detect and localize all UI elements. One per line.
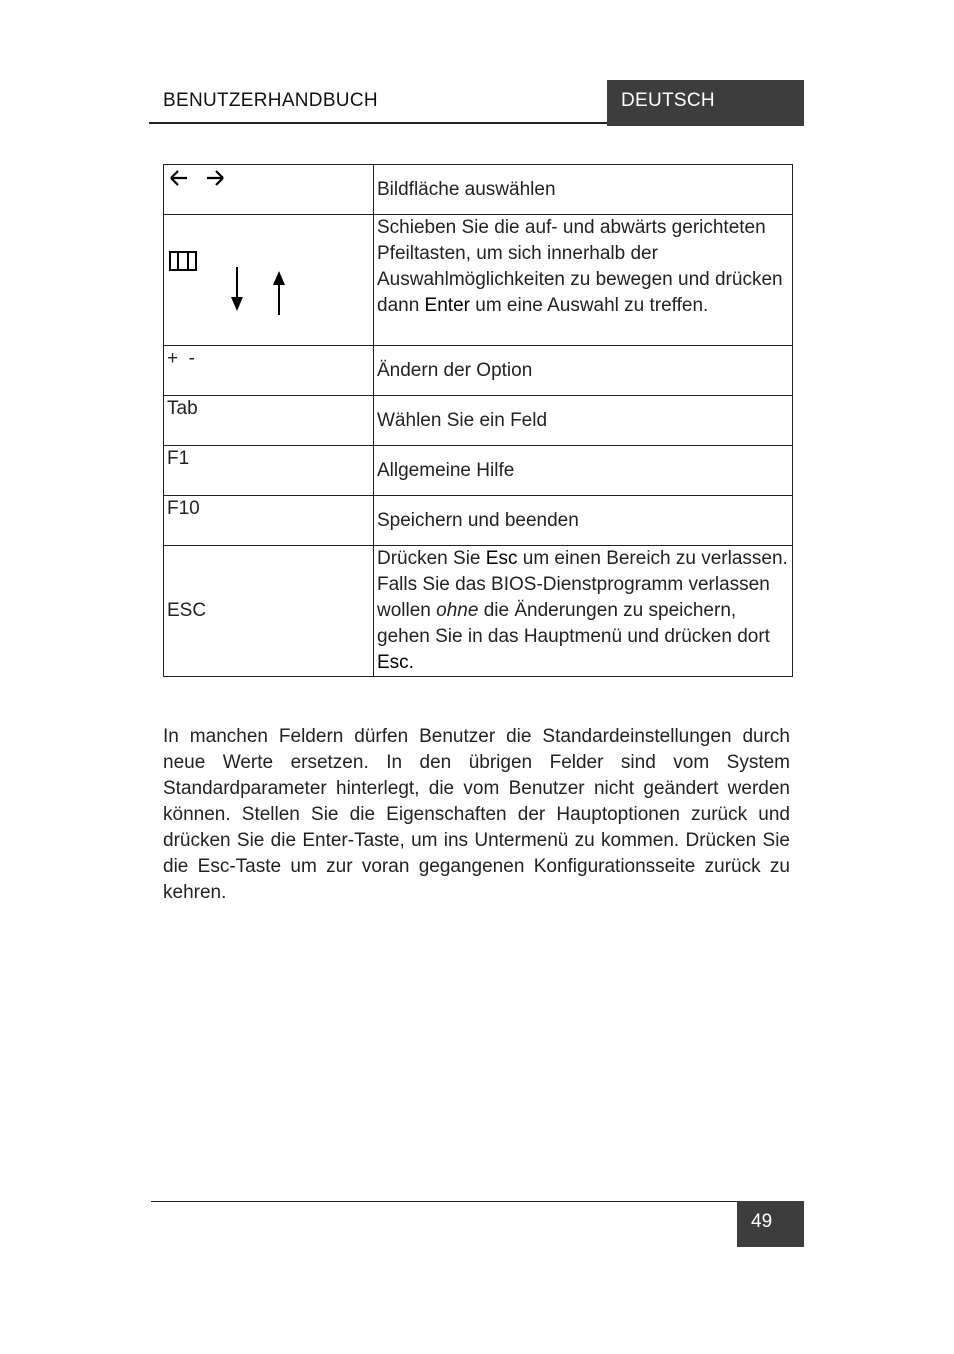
header-language-tab [607,80,804,126]
left-right-arrows-icon [167,167,227,189]
desc-cell [374,546,793,677]
desc-cell: Bildfläche auswählen [374,165,793,215]
desc-cell: Allgemeine Hilfe [374,446,793,496]
key-cell [164,215,374,346]
table-row [164,496,793,546]
header-title: BENUTZERHANDBUCH [163,90,378,111]
page-number: 49 [751,1211,773,1232]
key-cell: F10 [164,496,374,546]
key-cell: + - [164,346,374,396]
desc-text: Drücken Sie [377,548,486,569]
table-row [164,446,793,496]
enter-key-label: Enter [424,295,470,316]
table-row [164,165,793,215]
key-cell: Tab [164,396,374,446]
key-cell [164,165,374,215]
page-number-tab [737,1201,804,1247]
up-down-arrows-icon [167,245,307,345]
body-paragraph: In manchen Feldern dürfen Benutzer die Standardeinstellungen durch neue Werte ersetzen. In den übrigen Felder sind vom System Standardparameter hinterlegt, die vom Benutzer nicht geändert werden können. Stellen Sie die Eigenschaften der Hauptoptionen zurück und drücken Sie die Enter-Taste, um ins Untermenü zu kommen. Drücken Sie die Esc-Taste um zur voran gegangenen Konfigurationsseite zurück zu kehren. [163,726,790,903]
desc-cell: Speichern und beenden [374,496,793,546]
table-row [164,546,793,677]
key-cell: F1 [164,446,374,496]
desc-text: die Änderungen zu speichern, gehen Sie in das Hauptmenü und drücken dort [377,600,770,647]
desc-text: um eine Auswahl zu treffen. [469,295,709,316]
key-cell: ESC [164,546,374,677]
esc-key-label: Esc. [377,652,414,673]
footer-divider [151,1201,738,1202]
desc-text: Schieben Sie die auf- und abwärts gerichteten Pfeiltasten, um sich innerhalb der Auswahlmöglichkeiten zu bewegen und drücken dann [377,217,783,316]
desc-text: um einen Bereich zu verlassen. Falls Sie das BIOS-Dienstprogramm verlassen wollen [377,548,788,621]
emphasis-text: ohne [436,600,479,621]
desc-cell: Ändern der Option [374,346,793,396]
table-row [164,215,793,346]
key-table [163,164,793,677]
esc-key-label: Esc [485,548,518,569]
table-row [164,346,793,396]
table-row [164,396,793,446]
header-title-bar [149,80,607,124]
desc-cell: Wählen Sie ein Feld [374,396,793,446]
header-language: DEUTSCH [621,90,715,111]
desc-cell [374,215,793,346]
